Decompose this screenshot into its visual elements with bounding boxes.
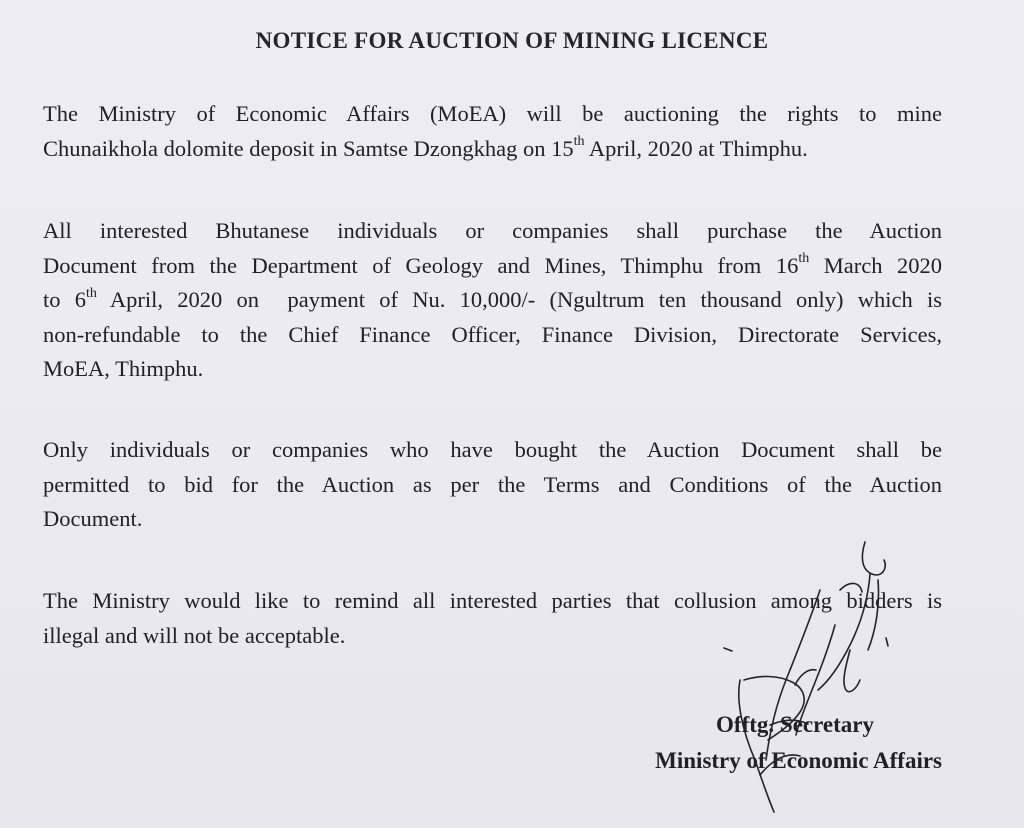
paragraph-eligibility [43, 433, 942, 537]
paragraph-purchase-document [43, 214, 942, 387]
paragraph-line: Only individuals or companies who have bought the Auction Document shall be [43, 437, 942, 462]
paragraph-line: Document. [43, 506, 143, 531]
signatory-title: Offtg. Secretary [716, 712, 874, 737]
paragraph-line [43, 283, 942, 318]
paragraph-line: MoEA, Thimphu. [43, 356, 204, 381]
ordinal-suffix: th [86, 285, 97, 301]
paragraph-collusion-warning [43, 584, 942, 653]
paragraph-line [43, 132, 942, 167]
ordinal-suffix: th [573, 134, 585, 149]
paragraph-line: The Ministry would like to remind all interested parties that collusion among bidders is [43, 588, 942, 613]
notice-title: NOTICE FOR AUCTION OF MINING LICENCE [255, 28, 769, 53]
handwritten-signature-icon [700, 530, 920, 820]
paragraph-line: illegal and will not be acceptable. [43, 622, 346, 648]
text-fragment: Chunaikhola dolomite deposit in Samtse Dzongkhag on 15 [43, 135, 574, 161]
text-fragment: to 6 [43, 287, 87, 312]
signatory-organization: Ministry of Economic Affairs [655, 748, 942, 773]
paragraph-auction-announcement [43, 97, 942, 166]
paragraph-line [43, 249, 942, 284]
paragraph-line: permitted to bid for the Auction as per the Terms and Conditions of the Auction [43, 471, 942, 497]
text-fragment: Document from the Department of Geology and Mines, Thimphu from 16 [43, 252, 799, 278]
text-fragment: March 2020 [809, 252, 942, 278]
paragraph-line: All interested Bhutanese individuals or companies shall purchase the Auction [43, 218, 942, 243]
paragraph-line: non-refundable to the Chief Finance Officer, Finance Division, Directorate Services, [43, 321, 942, 347]
text-fragment: April, 2020 on payment of Nu. 10,000/- (Ngultrum ten thousand only) which is [96, 287, 942, 312]
text-fragment: April, 2020 at Thimphu. [584, 135, 808, 161]
ordinal-suffix: th [798, 251, 810, 266]
paragraph-line: The Ministry of Economic Affairs (MoEA) will be auctioning the rights to mine [43, 101, 942, 126]
